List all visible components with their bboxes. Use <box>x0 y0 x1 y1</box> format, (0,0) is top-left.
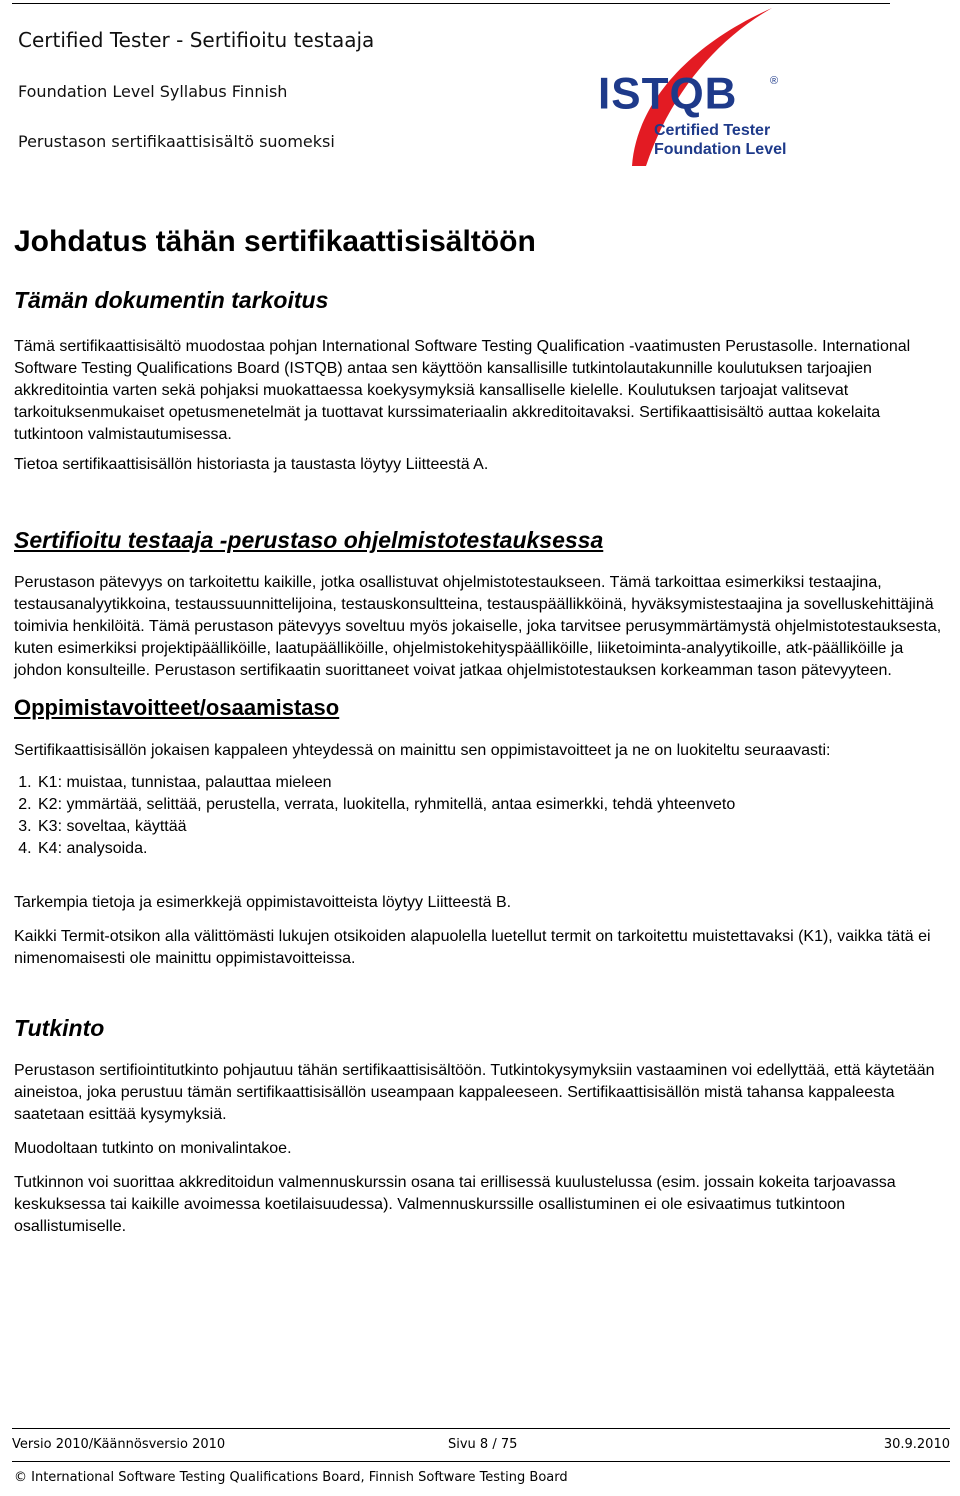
registered-mark: ® <box>770 75 779 87</box>
chapter-title: Johdatus tähän sertifikaattisisältöön <box>14 225 536 258</box>
footer-copyright: © International Software Testing Qualifications Board, Finnish Software Testing Board <box>14 1470 568 1485</box>
paragraph: Perustason sertifiointitutkinto pohjautuu tähän sertifikaattisisältöön. Tutkintokysymyksiin vastaaminen voi edellyttää, että käytetään aineistoa, joka perustuu tämän sertifikaattisisällön useampaan kappaleeseen. Sertifikaattisisällön mistä tahansa kappaleesta saatetaan esittää kysymyksiä. <box>14 1062 935 1123</box>
list-item: 3. K3: soveltaa, käyttää <box>36 816 944 838</box>
section-heading-learning-objectives: Oppimistavoitteet/osaamistaso <box>14 695 340 720</box>
section-heading-certified-tester: Sertifioitu testaaja -perustaso ohjelmistotestauksessa <box>14 527 604 553</box>
k-level-list <box>14 772 944 860</box>
document-body <box>14 224 944 1238</box>
footer-date: 30.9.2010 <box>883 1437 950 1452</box>
paragraph: Sertifikaattisisällön jokaisen kappaleen yhteydessä on mainittu sen oppimistavoitteet ja ne on luokiteltu seuraavasti: <box>14 742 831 759</box>
header-subtitle: Foundation Level Syllabus Finnish <box>18 82 288 101</box>
istqb-logo <box>596 6 806 176</box>
logo-line-2: Foundation Level <box>654 141 787 158</box>
footer-page-number: Sivu 8 / 75 <box>448 1437 518 1452</box>
footer <box>12 1428 950 1462</box>
paragraph: Kaikki Termit-otsikon alla välittömästi lukujen otsikoiden alapuolella luetellut termit on tarkoitettu muistettavaksi (K1), vaikka tätä ei nimenomaisesti ole mainittu oppimistavoitteissa. <box>14 928 931 967</box>
list-item: 4. K4: analysoida. <box>36 838 944 860</box>
section-heading-purpose: Tämän dokumentin tarkoitus <box>14 287 329 313</box>
list-item: 2. K2: ymmärtää, selittää, perustella, verrata, luokitella, ryhmitellä, antaa esimerkki, tehdä yhteenveto <box>36 794 944 816</box>
paragraph: Tietoa sertifikaattisisällön historiasta ja taustasta löytyy Liitteestä A. <box>14 456 489 473</box>
list-item: 1. K1: muistaa, tunnistaa, palauttaa mieleen <box>36 772 944 794</box>
paragraph: Tarkempia tietoja ja esimerkkejä oppimistavoitteista löytyy Liitteestä B. <box>14 894 512 911</box>
paragraph: Tämä sertifikaattisisältö muodostaa pohjan International Software Testing Qualification -vaatimusten Perustasolle. International Software Testing Qualifications Board (ISTQB) antaa sen käyttöön kansallisille tutkintolautakunnille koulutuksen tarjoajien akkreditointia varten sekä pohjaksi muokattaessa koekysymyksiä kansalliselle kielelle. Koulutuksen tarjoajat valitsevat tarkoituksenmukaiset opetusmenetelmät ja tuottavat kurssimateriaalin akkreditoitavaksi. Sertifikaattisisältö auttaa kokelaita tutkintoon valmistautumisessa. <box>14 338 911 443</box>
footer-version: Versio 2010/Käännösversio 2010 <box>12 1437 226 1452</box>
paragraph: Tutkinnon voi suorittaa akkreditoidun valmennuskurssin osana tai erillisessä kuulustelussa (esim. jossain kokeita tarjoavassa keskuksessa tai kaikille avoimessa koetilaisuudessa). Valmennuskurssille osallistuminen ei ole esivaatimus tutkintoon osallistumiselle. <box>14 1174 896 1235</box>
header-title: Certified Tester - Sertifioitu testaaja <box>18 28 375 52</box>
paragraph: Perustason pätevyys on tarkoitettu kaikille, jotka osallistuvat ohjelmistotestaukseen. Tämä tarkoittaa esimerkiksi testaajina, testausanalyytikkoina, testaussuunnittelijoina, testauskonsultteina, testauspäällikköinä, hyväksymistestaajina ja sovelluskehittäjinä toimivia henkilöitä. Tämä perustason pätevyys soveltuu myös jokaiselle, joka tarvitsee perusymmärtämystä ohjelmistotestauksesta, kuten esimerkiksi projektipäälliköille, laatupäälliköille, ohjelmistokehityspäälliköille, liiketoiminta-analyytikoille, atk-päälliköille ja johdon konsulteille. Perustason sertifikaatin suorittaneet voivat jatkaa ohjelmistotestauksen korkeamman tason pätevyyteen. <box>14 574 942 679</box>
header-subtitle-finnish: Perustason sertifikaattisisältö suomeksi <box>18 132 335 151</box>
paragraph: Muodoltaan tutkinto on monivalintakoe. <box>14 1140 292 1157</box>
section-heading-exam: Tutkinto <box>14 1015 105 1041</box>
logo-wordmark: ISTQB <box>598 68 738 119</box>
logo-line-1: Certified Tester <box>654 122 771 139</box>
top-rule <box>12 3 890 4</box>
